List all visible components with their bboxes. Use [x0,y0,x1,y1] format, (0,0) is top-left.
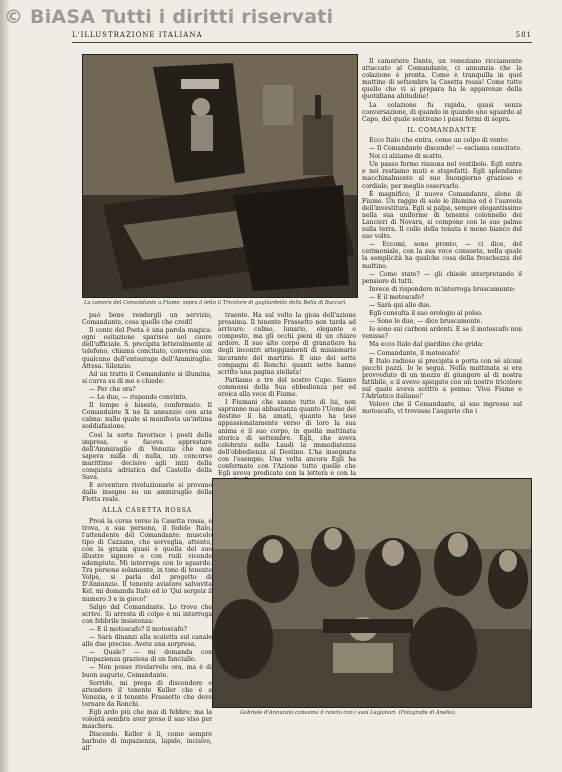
paragraph: Noi ci alziamo di scatto. [369,153,444,161]
paragraph: Salgo dal Comandante. Lo trovo che scrive. Si arresta di colpo e mi interroga con febbrile insistenza: [82,603,212,625]
paragraph: Sorride, mi prega di discendere e attendere il tenente Keller che è a Venezia, e il tenente Frassetto che deve tornare da Ronchi. [82,679,212,708]
paragraph: Volevo che il Comandante, al suo ingresso sul motoscafo, vi trovasse l'augurio che i [362,401,522,416]
paragraph: — Sarà dinanzi alla scaletta sul canale alle due precise. Avete una sorpresa. [82,634,212,649]
paragraph: Il tempo è bisesto, confermato. Il Comandante X ne fa annunzio con aria calma: nulle quale si manifesta un'intima soddisfazione. [82,402,212,431]
section-heading-casetta-rossa: ALLA CASETTA ROSSA [102,507,192,515]
paragraph: La colazione fu rapida, quasi senza conversazione, di quando in quando uno sguardo al Capo, del quale sentivano i passi fermi di sopra. [362,101,522,123]
paragraph: — Sarà qui alle due. [369,302,432,309]
legionnaires-photo [212,478,532,708]
paragraph: — Non posso rivelarvelo ora, ma è di buon augurio, Comandante. [82,664,212,679]
page-binding-shadow [0,0,9,772]
paragraph: Così la sorte favorisce i poeti della impresa, e faceva apprestare dell'Ammiraglio di Venezia che non sapeva nulla di nulla, un concorso marittimo decisivo agli inizi della conquista adriatica del Castello della Sava. [82,431,212,482]
paragraph: Ma ecco Italo dal giardino che grida: [369,341,484,349]
paragraph: E avventure rivoluzionarie si provano dalle insegne su un ammiraglio della Flotta reale. [82,482,212,504]
paragraph: può bene rendergli un servizio, Comandante, cosa quello che credi! [82,312,212,327]
copyright-watermark: © BiASA Tutti i diritti riservati [4,6,334,28]
running-header [72,30,532,43]
paragraph: — E il motoscafo? [369,293,425,301]
paragraph: — Le due, — rispondo convinto. [89,394,188,402]
paragraph: traente. Ha sul volto la gioia dell'azione prossima. Il tenente Frassetto non tarda ad arrivare: calmo, lunario, elegante e composto, ma gli occhi pieni di un chiaro ardore. Il suo alto corpo di granatiere ha degli incontri atteggiamenti di missionario incurante del martirio. È uno dei sette compagni di Ronchi: quanti sette hanno scritto una pagina stellata! [218,312,356,376]
page-number: 581 [515,31,532,39]
magazine-title: L'ILLUSTRAZIONE ITALIANA [72,31,203,39]
paragraph: — Come state? — gli chiede interpretando il pensiero di tutti. [362,270,522,285]
paragraph: I Fiumani che sanno tutto di lui, non sapranno mai abbastanza quanto l'Uomo del destino li ha amati, quanto ha teso appassionatamente verso di loro la sua anima e il suo corpo, in quella mattinata storica di settembre. Egli, che aveva celebrato nelle Laudi la immediatezza dell'obbedienza al Destino. L'ha insegnata con l'esempio. Una volta ancora Egli ha confermato con l'Azione tutto quello che Egli aveva predicato con la lettera e con la [218,399,356,478]
paragraph: Egli ardo più che mai di febbre: ma la volontà sembra aver preso il suo viso per maschera. [82,708,212,731]
paragraph: Ecco Italo che entra, come un colpo di vento: [369,136,509,144]
paragraph: — Per che ora? [89,385,136,393]
top-photo-caption: La camera del Comandante a Fiume: sopra il letto il Tricolore di gagliardetto della Bella di Buccari. [84,300,347,306]
article-column-middle [218,312,356,485]
paragraph: Il conte del Poeta è una parola magica: ogni esitazione sparisce nel cuore dell'ufficiale. S. precipita letteralmente al telefono, chiama concitato, conversa con qualcuno dell'entourage dell'Ammiraglio. Attesa. Silenzio. [82,327,212,370]
section-heading-comandante: IL COMANDANTE [407,126,477,134]
paragraph: Un passo fermo risuona nel vestibolo. Egli entra e noi restiamo muti e stupefatti. Egli splendamo macchinalmente al suo buongiorno grazioso e cordiale, per meglio osservarlo. [362,161,522,190]
paragraph: Parliamo a tre del nostro Capo. Siamo commossi della Sua obbedienza per ed eroica alla voce di Fiume. [218,376,356,399]
paragraph: Discendo. Keller è lì, come sempre barbuto di impazienza, lapido, incisivo, all' [82,731,212,753]
bottom-photo-caption: Gabriele d'Annunzio consuma il rancio con i suoi Legionari. (Fotografie di Anelio). [240,710,457,716]
paragraph: Io sono sui carboni ardenti. E se il motoscafo non venisse? [362,326,522,341]
paragraph: È magnifico, il nuovo Comandante, alone di Fiume. Un raggio di sole lo illumina ed è l'aureola dell'investitura. Egli si palpa, sempre elegantissimo nella sua uniforme di tenente colonnello dei Lancieri di Novara, si compone con le sue palme sulla terra. Il collo della tenuta è meno bianco del suo volto. [362,190,522,241]
paragraph: Presi la corsa verso la Casetta rossa, e trova, a sua persona, il fedele Italo, l'attendente del Comandante: muscolo tipo di Cazzano, che sorveglia, attento, con la grazia quasi è quella del suo illustre signore e con rudi vicende adempiute. Mi interroga con lo sguardo. Tra persone solamente, in tono di tenente Volpe, si parla del progetto di D'Annunzio. Il tenente aviatore salvavita Kel, mi domanda Italo ed io 'Qui sergeix il numero 3 e in gioco!' [82,517,212,603]
paragraph: Il cameriere Dante, un veneziano ricciamente attaccato al Comandante, ci annunzia che la colazione è pronta. Come è tranquilla in quel mattino di settembre la Casetta rossa! Come tutto quello che vi si prepara ha le apparenze della quotidiana abitudine! [362,58,522,101]
paragraph: — Sono le due, — dice bruscamente. [369,318,483,326]
article-column-right [362,58,522,416]
paragraph: Egli consulta il suo orologio al polso. [369,310,483,318]
paragraph: — Comandante, il motoscafo! [369,349,461,357]
paragraph: — Quale? — mi domanda con l'impazienza graziosa di un fanciullo. [82,649,212,664]
bedroom-photo [82,54,358,298]
paragraph: — Il Comandante discende! — esclama concitato. [369,145,522,153]
paragraph: Ad un tratto il Comandante si illumina, si curva su di me e chiede: [82,370,212,385]
paragraph: Invece di rispondere m'interroga bruscamente: [369,285,516,293]
paragraph: — E il motoscafo? il motoscafo? [89,625,187,633]
article-column-left [82,312,212,754]
paragraph: — Eccomi, sono pronto, — ci dice, del cerimoniale, con la sua voce consueta, nella quale la semplicità ha qualche cosa della freschezza del mattino. [362,241,522,270]
paragraph: E Italo radioso si precipita e porta con sé alcuni pacchi pazzi. Io le segua. Nella mattinata si era provveduto di un mezzo di giungere al di nostra fattibile, e il avevo spiegato con un nostro tricolore sul quale aveva scritto a penna: 'Viva Fiume e l'Adriatico italiano!' [362,357,522,401]
